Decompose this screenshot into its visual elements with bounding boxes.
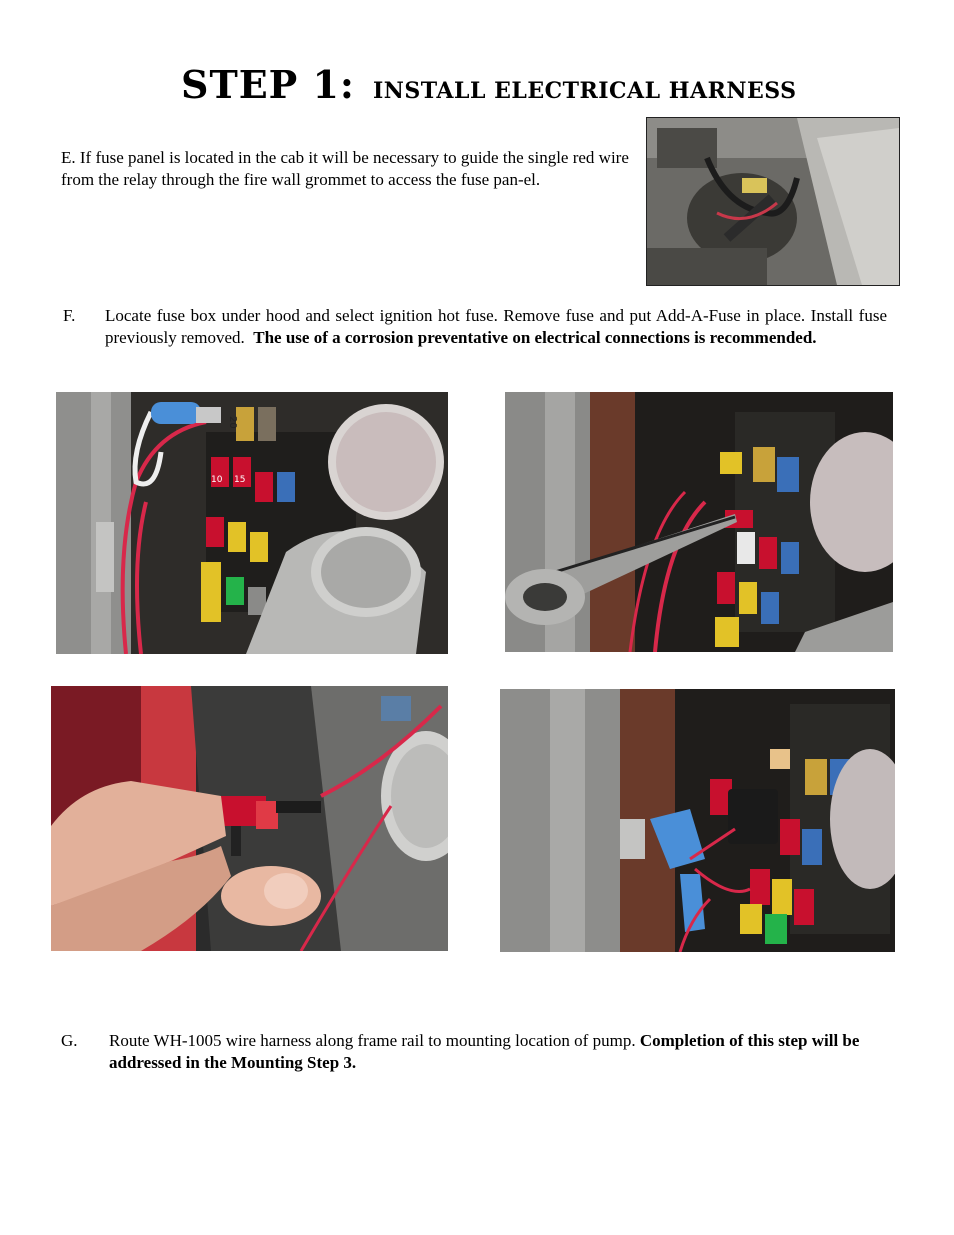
step-g-text: Route WH-1005 wire harness along frame rail to mounting location of pump.: [109, 1031, 636, 1050]
fuse-label-15: 15: [234, 475, 246, 485]
step-g-body: [109, 1030, 887, 1073]
step-f-marker: F.: [63, 306, 76, 325]
fuse-box-photo-1: [56, 392, 448, 654]
fuse-removal-photo: [505, 392, 893, 652]
step-g-marker: G.: [61, 1031, 78, 1050]
step-f-text: Locate fuse box under hood and select ignition hot fuse. Remove fuse and put Add-A-Fuse in place. Install fuse previously removed.: [105, 306, 887, 347]
fuse-label-10: 10: [211, 475, 223, 485]
step-g: [61, 1030, 887, 1076]
add-a-fuse-in-hand-photo: [51, 686, 448, 951]
page-title: [181, 62, 821, 110]
step-e-paragraph: E. If fuse panel is located in the cab it will be necessary to guide the single red wire from the relay through the fire wall grommet to access the fuse pan-el.: [61, 148, 629, 189]
title-step: STEP 1:: [181, 62, 355, 107]
fuse-label-20: 20: [227, 416, 238, 429]
step-f-bold-text: The use of a corrosion preventative on electrical connections is recommended.: [253, 327, 817, 347]
title-subtitle: INSTALL ELECTRICAL HARNESS: [372, 78, 797, 104]
add-a-fuse-installed-photo: [500, 689, 895, 952]
step-f-body: [105, 305, 887, 348]
step-f: [63, 305, 887, 375]
step-g-bold-text: Completion of this step will be addressed in the Mounting Step 3.: [109, 1031, 860, 1072]
firewall-grommet-photo: [646, 117, 900, 286]
